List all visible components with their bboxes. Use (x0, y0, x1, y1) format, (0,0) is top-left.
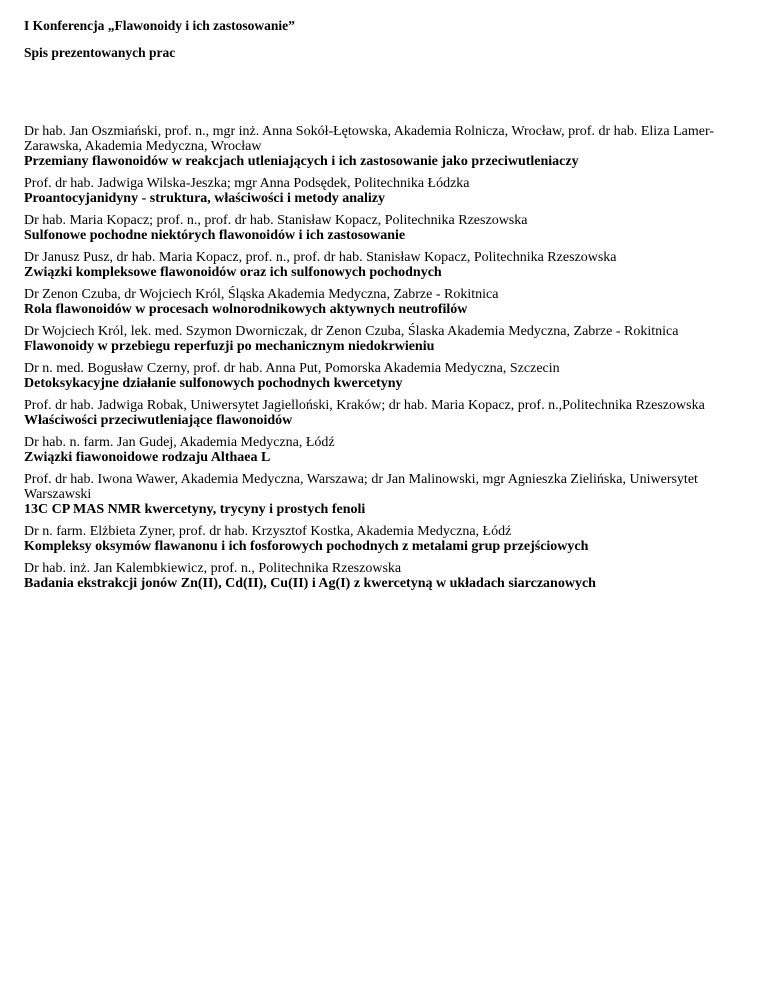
entry-title: 13C CP MAS NMR kwercetyny, trycyny i prostych fenoli (24, 502, 366, 517)
list-item (24, 124, 748, 169)
entry-title: Badania ekstrakcji jonów Zn(II), Cd(II), Cu(II) i Ag(I) z kwercetyną w układach siarczanowych (24, 576, 596, 591)
entry-authors: Dr Janusz Pusz, dr hab. Maria Kopacz, prof. n., prof. dr hab. Stanisław Kopacz, Politechnika Rzeszowska (24, 250, 617, 265)
list-title: Spis prezentowanych prac (24, 45, 176, 60)
list-item (24, 361, 748, 391)
presentation-list (24, 124, 748, 598)
entry-title: Proantocyjanidyny - struktura, właściwości i metody analizy (24, 191, 386, 206)
list-item (24, 524, 748, 554)
list-item (24, 435, 748, 465)
entry-authors: Dr Zenon Czuba, dr Wojciech Król, Śląska Akademia Medyczna, Zabrze - Rokitnica (24, 287, 499, 302)
list-item (24, 472, 748, 517)
entry-title: Rola flawonoidów w procesach wolnorodnikowych aktywnych neutrofilów (24, 302, 468, 317)
entry-title: Właściwości przeciwutleniające flawonoidów (24, 413, 293, 428)
entry-title: Detoksykacyjne działanie sulfonowych pochodnych kwercetyny (24, 376, 403, 391)
entry-title: Flawonoidy w przebiegu reperfuzji po mechanicznym niedokrwieniu (24, 339, 435, 354)
list-item (24, 398, 748, 428)
list-item (24, 176, 748, 206)
conference-title: I Konferencja „Flawonoidy i ich zastosowanie” (24, 18, 295, 33)
entry-authors: Dr hab. n. farm. Jan Gudej, Akademia Medyczna, Łódź (24, 435, 335, 450)
entry-authors: Dr n. med. Bogusław Czerny, prof. dr hab. Anna Put, Pomorska Akademia Medyczna, Szczecin (24, 361, 560, 376)
entry-authors: Prof. dr hab. Jadwiga Wilska-Jeszka; mgr Anna Podsędek, Politechnika Łódzka (24, 176, 470, 191)
list-item (24, 561, 748, 591)
entry-authors: Dr Wojciech Król, lek. med. Szymon Dworniczak, dr Zenon Czuba, Ślaska Akademia Medyczna, Zabrze - Rokitnica (24, 324, 679, 339)
entry-authors: Dr hab. Maria Kopacz; prof. n., prof. dr hab. Stanisław Kopacz, Politechnika Rzeszowska (24, 213, 528, 228)
entry-title: Związki kompleksowe flawonoidów oraz ich sulfonowych pochodnych (24, 265, 442, 280)
entry-authors: Dr hab. inż. Jan Kalembkiewicz, prof. n., Politechnika Rzeszowska (24, 561, 402, 576)
list-item (24, 287, 748, 317)
entry-authors: Prof. dr hab. Iwona Wawer, Akademia Medyczna, Warszawa; dr Jan Malinowski, mgr Agnieszka Zielińska, Uniwersytet Warszawski (24, 472, 698, 502)
entry-authors: Prof. dr hab. Jadwiga Robak, Uniwersytet Jagielloński, Kraków; dr hab. Maria Kopacz, prof. n.,Politechnika Rzeszowska (24, 398, 705, 413)
list-item (24, 324, 748, 354)
entry-authors: Dr n. farm. Elżbieta Zyner, prof. dr hab. Krzysztof Kostka, Akademia Medyczna, Łódź (24, 524, 512, 539)
entry-title: Związki fiawonoidowe rodzaju Althaea L (24, 450, 271, 465)
entry-title: Przemiany flawonoidów w reakcjach utleniających i ich zastosowanie jako przeciwutleniaczy (24, 154, 579, 169)
list-item (24, 250, 748, 280)
entry-authors: Dr hab. Jan Oszmiański, prof. n., mgr inż. Anna Sokół-Łętowska, Akademia Rolnicza, Wrocław, prof. dr hab. Eliza Lamer-Zarawska, Akademia Medyczna, Wrocław (24, 124, 715, 154)
list-item (24, 213, 748, 243)
entry-title: Kompleksy oksymów flawanonu i ich fosforowych pochodnych z metalami grup przejściowych (24, 539, 589, 554)
entry-title: Sulfonowe pochodne niektórych flawonoidów i ich zastosowanie (24, 228, 406, 243)
